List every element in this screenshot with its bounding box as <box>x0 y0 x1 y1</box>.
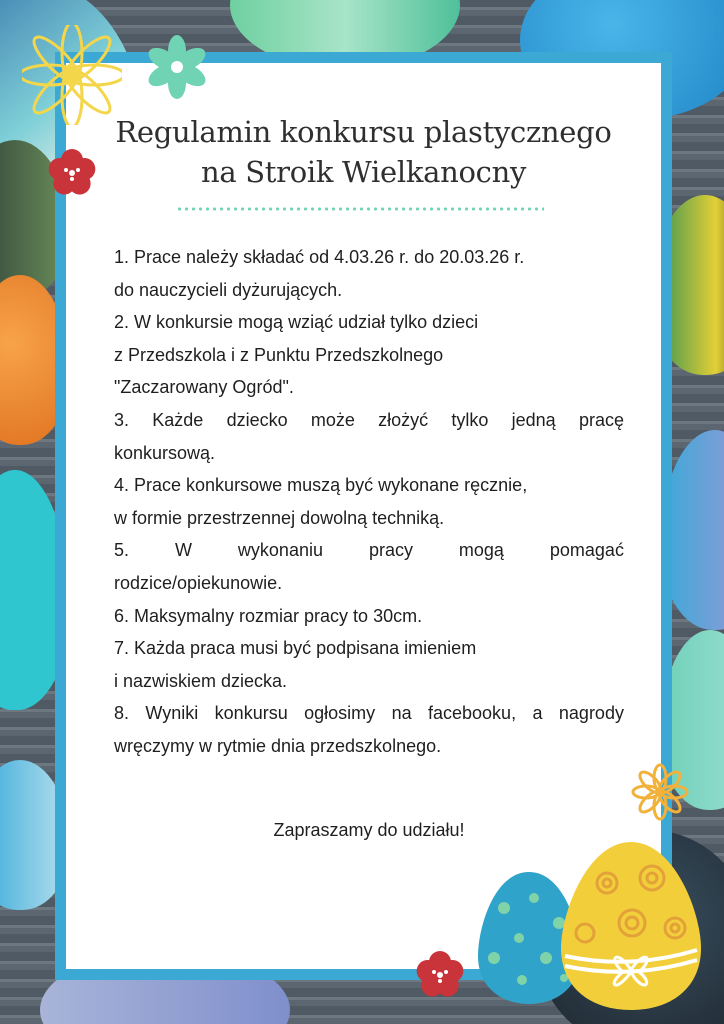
rule-line <box>114 339 624 372</box>
flower-icon <box>410 945 470 1005</box>
rule-text: W <box>174 540 192 561</box>
rule-line <box>114 632 624 665</box>
rule-text: do nauczycieli dyżurujących. <box>114 279 343 300</box>
rule-text: pracę <box>578 409 624 430</box>
rule-line <box>114 502 624 535</box>
rule-line <box>114 534 624 567</box>
invite-text: Zapraszamy do udziału! <box>273 820 465 840</box>
rule-line <box>114 274 624 307</box>
rule-text: 1. Prace należy składać od 4.03.26 r. do 20.03.26 r. <box>114 247 525 267</box>
rule-text: rodzice/opiekunowie. <box>114 572 283 593</box>
flower-icon <box>628 760 692 824</box>
rule-line <box>114 371 624 404</box>
rule-text: Każde <box>152 409 204 430</box>
rule-text: konkursu <box>214 703 288 724</box>
rule-text: na <box>391 703 412 724</box>
rule-text: 5. <box>114 540 130 561</box>
rule-text: Wyniki <box>145 703 199 724</box>
rule-line <box>114 697 624 730</box>
rule-text: złożyć <box>378 409 429 430</box>
rule-text: ogłosimy <box>304 703 376 724</box>
rule-line <box>114 437 624 470</box>
rule-text: może <box>310 409 355 430</box>
easter-egg-icon <box>557 838 705 1014</box>
rule-text: jedną <box>511 409 556 430</box>
rule-line <box>114 306 624 339</box>
rule-text: a <box>532 703 543 724</box>
rule-text: 6. Maksymalny rozmiar pracy to 30cm. <box>114 605 423 626</box>
rule-text: w formie przestrzennej dowolną techniką. <box>114 507 445 528</box>
rule-text: 7. Każda praca musi być podpisana imieniem <box>114 638 477 659</box>
title-line-2: na Stroik Wielkanocny <box>200 155 527 189</box>
rule-text: dziecko <box>226 409 288 430</box>
rule-text: pracy <box>368 540 413 561</box>
rule-text: wręczymy w rytmie dnia przedszkolnego. <box>114 735 442 756</box>
flower-icon <box>42 143 102 203</box>
rule-line <box>114 730 624 763</box>
rule-text: z Przedszkola i z Punktu Przedszkolnego <box>114 344 444 365</box>
rule-text: nagrody <box>558 703 624 724</box>
rule-line <box>114 404 624 437</box>
rule-line <box>114 241 624 274</box>
dotted-divider <box>176 207 544 211</box>
rule-text: i nazwiskiem dziecka. <box>114 670 288 691</box>
rule-text: konkursową. <box>114 442 216 463</box>
rule-text: facebooku, <box>428 703 517 724</box>
rule-text: pomagać <box>549 540 624 561</box>
rule-text: 4. Prace konkursowe muszą być wykonane ręcznie, <box>114 475 528 496</box>
rule-text: 3. <box>114 409 130 430</box>
rule-text: mogą <box>458 540 504 561</box>
rule-line <box>114 600 624 633</box>
rule-line <box>114 567 624 600</box>
rule-line <box>114 665 624 698</box>
flower-icon <box>142 32 212 102</box>
rule-text: wykonaniu <box>237 540 323 561</box>
rule-text: 8. <box>114 703 130 724</box>
title-line-1: Regulamin konkursu plastycznego <box>115 115 612 149</box>
rule-text: tylko <box>451 409 489 430</box>
rule-line <box>114 469 624 502</box>
page-title <box>66 112 661 192</box>
flower-icon <box>22 25 122 125</box>
rule-text: "Zaczarowany Ogród". <box>114 377 294 398</box>
rule-text: 2. W konkursie mogą wziąć udział tylko dzieci <box>114 312 479 333</box>
rules-list <box>114 241 624 763</box>
